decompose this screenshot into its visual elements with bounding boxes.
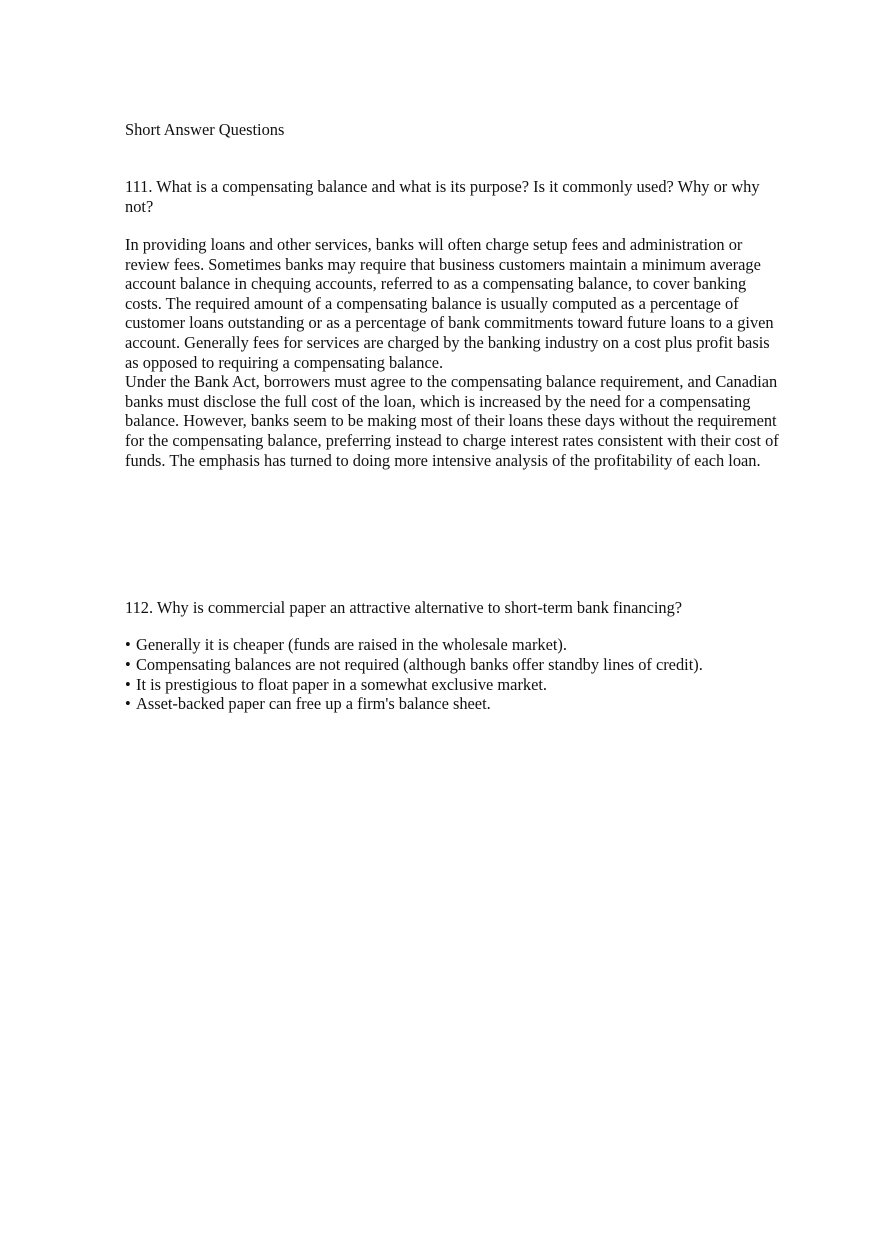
list-item-text: Asset-backed paper can free up a firm's balance sheet. bbox=[136, 694, 491, 714]
bullet-icon: • bbox=[125, 674, 131, 694]
answer-paragraph: Under the Bank Act, borrowers must agree to the compensating balance requirement, and Canadian banks must disclose the full cost of the loan, which is increased by the need for a compensating balance. However, banks seem to be making most of their loans these days without the requirement for the compensating balance, preferring instead to charge interest rates consistent with their cost of funds. The emphasis has turned to doing more intensive analysis of the profitability of each loan. bbox=[125, 372, 779, 470]
question-112: 112. Why is commercial paper an attractive alternative to short-term bank financing? bbox=[125, 598, 683, 617]
page-content bbox=[125, 118, 785, 714]
answer-paragraph: In providing loans and other services, banks will often charge setup fees and administration or review fees. Sometimes banks may require that business customers maintain a minimum average account balance in chequing accounts, referred to as a compensating balance, to cover banking costs. The required amount of a compensating balance is usually computed as a percentage of customer loans outstanding or as a percentage of bank commitments toward future loans to a given account. Generally fees for services are charged by the banking industry on a cost plus profit basis as opposed to requiring a compensating balance. bbox=[125, 235, 774, 372]
list-item bbox=[125, 694, 785, 714]
list-item bbox=[125, 675, 785, 695]
list-item bbox=[125, 655, 785, 675]
bullet-icon: • bbox=[125, 654, 131, 674]
bullet-icon: • bbox=[125, 635, 131, 654]
list-item bbox=[125, 635, 785, 655]
answer-112-bullet-list bbox=[125, 635, 785, 714]
list-item-text: It is prestigious to float paper in a somewhat exclusive market. bbox=[136, 674, 548, 694]
answer-111 bbox=[125, 235, 785, 470]
list-item-text: Generally it is cheaper (funds are raised in the wholesale market). bbox=[136, 635, 567, 654]
list-item-text: Compensating balances are not required (although banks offer standby lines of credit). bbox=[136, 654, 703, 674]
section-title: Short Answer Questions bbox=[125, 120, 285, 139]
question-111: 111. What is a compensating balance and what is its purpose? Is it commonly used? Why or why not? bbox=[125, 177, 760, 216]
bullet-icon: • bbox=[125, 694, 131, 714]
